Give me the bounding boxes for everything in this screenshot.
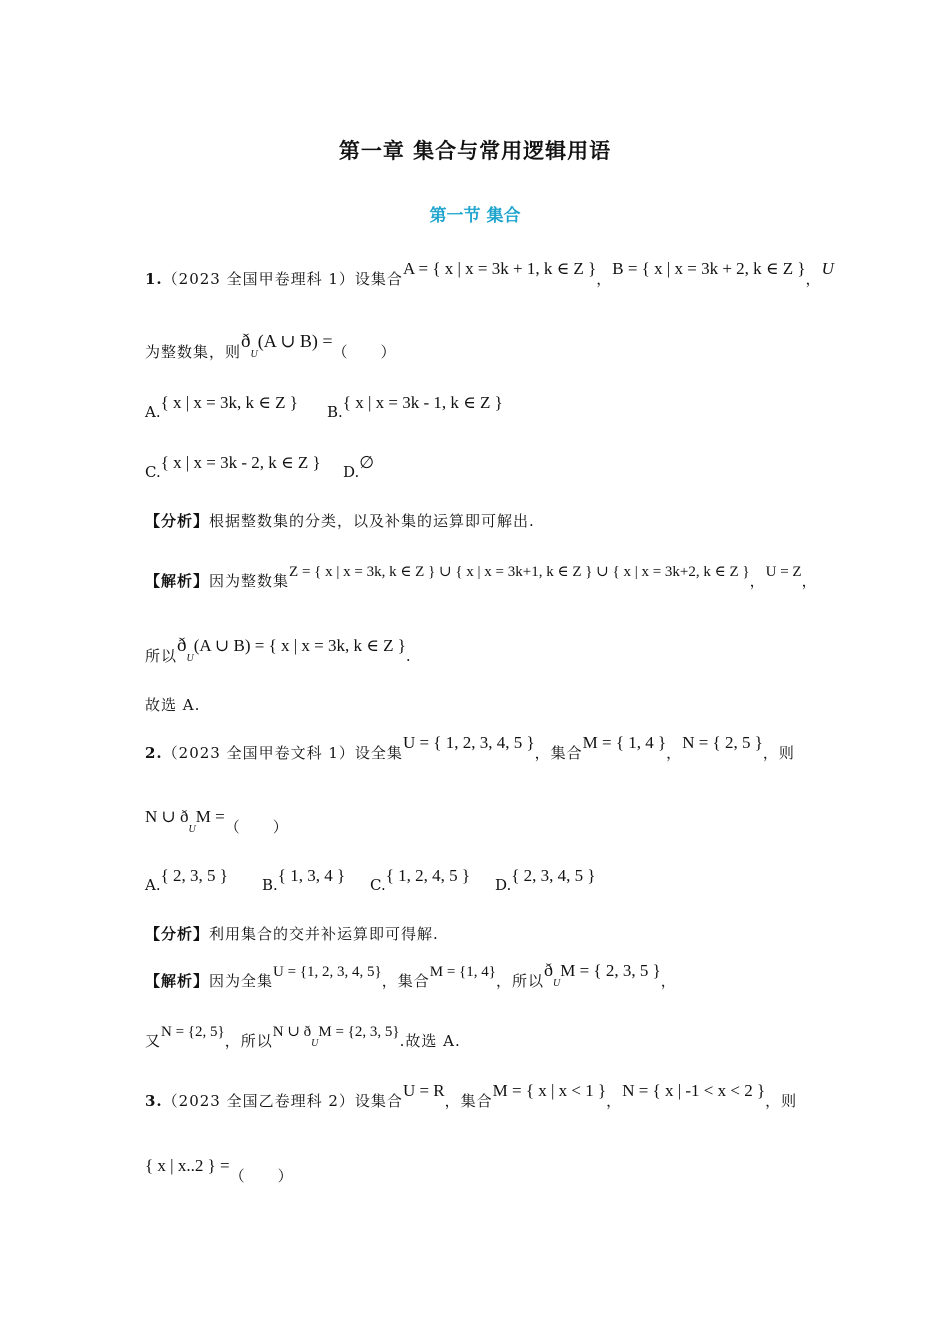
q2-option-d-text: { 2, 3, 4, 5 } (511, 866, 596, 885)
q1-solution-a: 因为整数集 (209, 572, 290, 590)
q1-so-complement: ð (177, 635, 187, 656)
q2-sol-complement: ð (543, 960, 553, 980)
q1-option-d-label: D. (343, 463, 360, 481)
q3-set-m: M = { x | x < 1 } (492, 1081, 607, 1100)
q1-option-b-label: B. (327, 403, 343, 421)
q2-also-n: N = {2, 5} (161, 1024, 225, 1040)
q2-solution-d: ， (660, 972, 677, 990)
q2-option-b-label: B. (262, 876, 278, 894)
q1-stem-b: 为整数集，则 (145, 343, 242, 361)
q2-also-b: ，所以 (224, 1032, 273, 1050)
q2-option-c (370, 866, 471, 895)
q2-sol-cm: M = { 2, 3, 5 } (560, 961, 661, 980)
q2-option-a-text: { 2, 3, 5 } (160, 866, 228, 885)
q1-so-end: . (405, 647, 412, 665)
q3-expr-line (145, 1156, 294, 1186)
q2-also-sub: U (311, 1038, 319, 1049)
q1-expression: (A ∪ B) = (257, 331, 333, 351)
q2-also-line (145, 1024, 461, 1051)
q1-option-b-text: { x | x = 3k - 1, k ∈ Z } (342, 393, 503, 412)
q2-stem-line (145, 733, 795, 763)
q2-number: 2. (145, 744, 163, 762)
q1-stem-a: （2023 全国甲卷理科 1）设集合 (162, 270, 403, 288)
q3-set-u: U = R (402, 1081, 445, 1100)
q2-analysis-text: 利用集合的交并补运算即可得解. (209, 925, 439, 943)
q1-set-a: A = { x | x = 3k + 1, k ∈ Z } (402, 259, 597, 278)
q1-solution-end: ， (801, 572, 818, 590)
q1-analysis-line (145, 510, 535, 531)
q2-sol-sub: U (552, 978, 561, 989)
q1-so-line (145, 635, 412, 667)
q2-set-m: M = { 1, 4 } (582, 733, 667, 752)
q1-analysis-tag: 【分析】 (145, 512, 210, 530)
q1-complement-sub: U (250, 349, 258, 360)
q2-analysis-tag: 【分析】 (145, 925, 210, 943)
q1-number: 1. (145, 270, 163, 288)
q2-stem-a: （2023 全国甲卷文科 1）设全集 (162, 744, 403, 762)
q1-stem-line2 (145, 331, 397, 363)
q1-answer-paren: （ ） (332, 343, 397, 361)
q1-complement-symbol: ð (241, 331, 251, 352)
q1-option-d (343, 453, 375, 482)
q2-set-u: U = { 1, 2, 3, 4, 5 } (402, 733, 535, 752)
q3-sep: ， (606, 1092, 623, 1110)
q2-sep: ， (666, 744, 683, 762)
q3-stem-c: ，则 (765, 1092, 798, 1110)
q1-sep2: ， (805, 270, 822, 288)
q3-set-n: N = { x | -1 < x < 2 } (622, 1081, 766, 1100)
q2-option-d-label: D. (495, 876, 512, 894)
q2-solution-c: ，所以 (495, 972, 544, 990)
q2-sol-u: U = {1, 2, 3, 4, 5} (273, 964, 382, 980)
q1-option-c-text: { x | x = 3k - 2, k ∈ Z } (160, 453, 321, 472)
q2-stem-c: ，则 (762, 744, 795, 762)
q1-analysis-text: 根据整数集的分类，以及补集的运算即可解出. (209, 512, 535, 530)
q1-u-var: U (821, 259, 834, 278)
q1-so-sub: U (186, 653, 194, 664)
q2-option-c-text: { 1, 2, 4, 5 } (385, 866, 471, 885)
q2-also-end: .故选 A. (399, 1032, 461, 1050)
section-title: 第一节 集合 (429, 206, 521, 226)
q3-stem-line (145, 1081, 798, 1111)
q2-expr-sub: U (188, 824, 196, 835)
q2-option-b (262, 866, 346, 895)
q1-solution-math: Z = { x | x = 3k, k ∈ Z } ∪ { x | x = 3k+1, k ∈ Z } ∪ { x | x = 3k+2, k ∈ Z } (289, 564, 750, 580)
q1-stem-line (145, 259, 834, 289)
q1-option-d-text: ∅ (359, 453, 375, 472)
q3-stem-b: ，集合 (444, 1092, 493, 1110)
q1-option-c (145, 453, 321, 482)
q1-solution-line (145, 564, 818, 591)
q2-expr-b: M = (195, 807, 225, 826)
chapter-title: 第一章 集合与常用逻辑用语 (338, 138, 612, 163)
q2-option-a (145, 866, 228, 895)
q1-so-text: 所以 (145, 647, 178, 665)
q1-option-b (327, 393, 503, 422)
q3-expression: { x | x..2 } = (145, 1156, 230, 1175)
q2-also-expr-b: M = {2, 3, 5} (318, 1024, 400, 1040)
q2-solution-a: 因为全集 (209, 972, 274, 990)
q1-option-c-label: C. (145, 463, 161, 481)
q3-answer-paren: （ ） (229, 1167, 294, 1185)
q2-solution-tag: 【解析】 (145, 972, 210, 990)
q2-solution-b: ，集合 (381, 972, 430, 990)
q2-set-n: N = { 2, 5 } (682, 733, 763, 752)
q2-option-b-text: { 1, 3, 4 } (277, 866, 346, 885)
q3-number: 3. (145, 1092, 163, 1110)
q2-stem-b: ，集合 (534, 744, 583, 762)
q1-option-a (145, 393, 298, 422)
q2-also-a: 又 (145, 1032, 162, 1050)
q2-expr-line (145, 807, 289, 837)
q2-option-d (495, 866, 596, 895)
q2-also-expr-a: N ∪ ð (272, 1024, 312, 1040)
q1-pick: 故选 A. (145, 696, 201, 714)
q1-sep1: ， (596, 270, 613, 288)
q2-answer-paren: （ ） (224, 818, 289, 836)
q1-so-math: (A ∪ B) = { x | x = 3k, k ∈ Z } (193, 636, 406, 655)
q2-analysis-line (145, 923, 439, 944)
q2-solution-line (145, 960, 677, 991)
q2-option-c-label: C. (370, 876, 386, 894)
q1-option-a-label: A. (145, 403, 161, 421)
q2-expr-a: N ∪ ð (145, 807, 189, 826)
q1-solution-u: U = Z (765, 564, 802, 580)
q1-option-a-text: { x | x = 3k, k ∈ Z } (160, 393, 298, 412)
q1-set-b: B = { x | x = 3k + 2, k ∈ Z } (612, 259, 806, 278)
q2-option-a-label: A. (145, 876, 161, 894)
q1-solution-tag: 【解析】 (145, 572, 210, 590)
q3-stem-a: （2023 全国乙卷理科 2）设集合 (162, 1092, 403, 1110)
q1-solution-sep: ， (749, 572, 766, 590)
q2-sol-m: M = {1, 4} (429, 964, 496, 980)
